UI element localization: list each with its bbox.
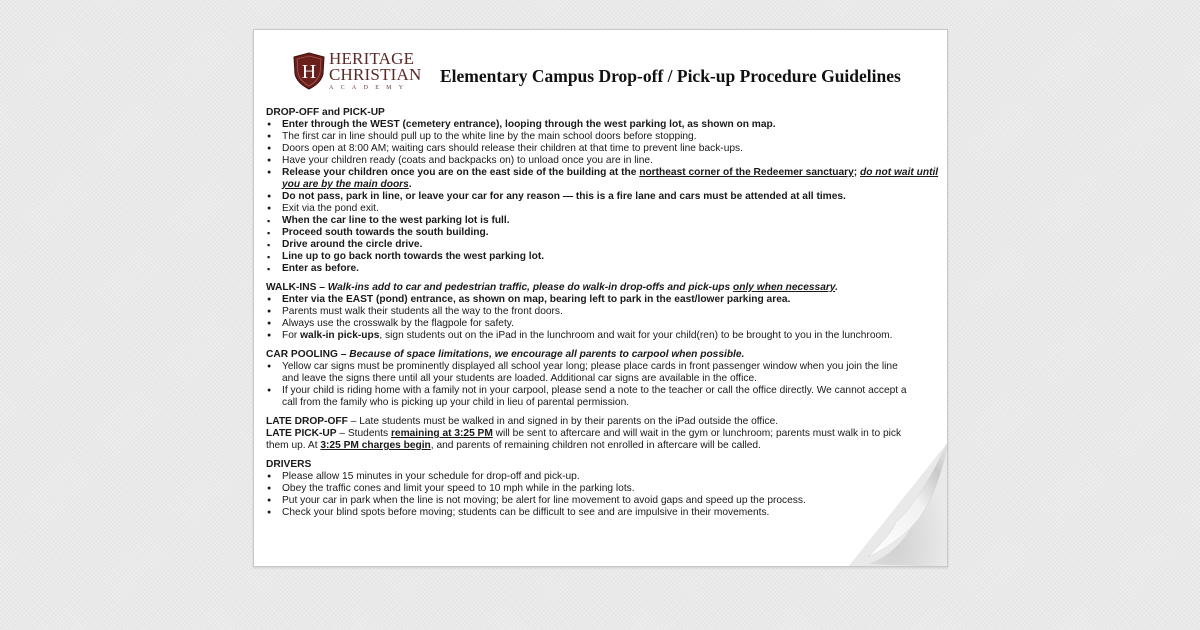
list-item: ● Exit via the pond exit. [266, 203, 942, 215]
logo-line-1: HERITAGE [329, 49, 415, 68]
sub-list-item: ▪ Proceed south towards the south building. [266, 227, 942, 239]
list-item: ● Obey the traffic cones and limit your speed to 10 mph while in the parking lots. [266, 483, 942, 495]
logo-line-3: ACADEMY [329, 85, 411, 91]
list-item [266, 167, 942, 191]
text-run: . [408, 179, 412, 190]
section-heading [266, 349, 942, 361]
heading-intro: Because of space limitations, we encourage all parents to carpool when possible. [349, 349, 745, 360]
underlined-text: only when necessary [733, 282, 836, 293]
sub-list-item: ▪ Enter as before. [266, 263, 942, 275]
section-heading: DRIVERS [266, 459, 312, 470]
text-run: will be sent to aftercare and will wait in the gym or lunchroom; parents must walk in to pick [492, 428, 902, 439]
list-item: ● Please allow 15 minutes in your schedule for drop-off and pick-up. [266, 471, 942, 483]
section-car-pooling [266, 349, 942, 409]
text-run: , and parents of remaining children not enrolled in aftercare will be called. [430, 440, 761, 451]
document-body [266, 107, 942, 526]
list-item: ● Put your car in park when the line is not moving; be alert for line movement to avoid gaps and speed up the process. [266, 495, 942, 507]
text-run: ; [853, 167, 861, 178]
document-page [253, 29, 948, 567]
text-run: – Late students must be walked in and signed in by their parents on the iPad outside the office. [347, 416, 779, 427]
text-run: . [835, 282, 838, 293]
sub-list-item: ▪ When the car line to the west parking lot is full. [266, 215, 942, 227]
section-heading [266, 282, 942, 294]
school-logo [292, 50, 421, 91]
text-line: and leave the signs there until all your students are loaded. Additional car signs are available in the office. [282, 373, 757, 384]
text-line: ● If your child is riding home with a family not in your carpool, please send a note to the teacher or call the office directly. We cannot accept a [282, 385, 907, 396]
list-item: ● Have your children ready (coats and backpacks on) to unload once you are in line. [266, 155, 942, 167]
text-run: them up. At [266, 440, 321, 451]
section-walk-ins [266, 282, 942, 342]
late-pickup-label: LATE PICK-UP [266, 428, 337, 439]
text-run: – Students [336, 428, 391, 439]
late-dropoff-label: LATE DROP-OFF [266, 416, 348, 427]
list-item: ● Always use the crosswalk by the flagpole for safety. [266, 318, 942, 330]
list-item: ● Do not pass, park in line, or leave your car for any reason — this is a fire lane and cars must be attended at all times. [266, 191, 942, 203]
document-title: Elementary Campus Drop-off / Pick-up Procedure Guidelines [440, 66, 901, 86]
text-line: ● Yellow car signs must be prominently displayed all school year long; please place cards in front passenger window when you join the line [282, 361, 898, 372]
list-item: ● Parents must walk their students all the way to the front doors. [266, 306, 942, 318]
heading-intro: Walk-ins add to car and pedestrian traffic, please do walk-in drop-offs and pick-ups [327, 282, 734, 293]
heading-label: WALK-INS – [266, 282, 328, 293]
section-late [266, 416, 942, 452]
heading-label: CAR POOLING – [266, 349, 350, 360]
list-item [266, 385, 942, 409]
text-run: For [282, 330, 301, 341]
underlined-text: 3:25 PM charges begin [320, 440, 431, 451]
list-item [266, 361, 942, 385]
list-item: ● Enter through the WEST (cemetery entrance), looping through the west parking lot, as shown on map. [266, 119, 942, 131]
text-run: , sign students out on the iPad in the lunchroom and wait for your child(ren) to be brought to you in the lunchroom. [379, 330, 893, 341]
list-item: ● Check your blind spots before moving; students can be difficult to see and are impulsive in their movements. [266, 507, 942, 519]
section-dropoff-pickup [266, 107, 942, 275]
svg-text:H: H [301, 60, 317, 83]
shield-icon [292, 52, 326, 90]
section-heading: DROP-OFF and PICK-UP [266, 107, 385, 118]
underlined-text: remaining at 3:25 PM [390, 428, 493, 439]
sub-list-item: ▪ Drive around the circle drive. [266, 239, 942, 251]
list-item: ● Doors open at 8:00 AM; waiting cars should release their children at that time to prevent line back-ups. [266, 143, 942, 155]
section-drivers [266, 459, 942, 519]
header [292, 50, 421, 91]
underlined-text: northeast corner of the Redeemer sanctuary [639, 167, 854, 178]
sub-list-item: ▪ Line up to go back north towards the west parking lot. [266, 251, 942, 263]
emphasis-text: do not wait until you are by the main doors [282, 167, 939, 190]
list-item [266, 330, 942, 342]
text-run: Release your children once you are on the east side of the building at the [282, 167, 640, 178]
late-dropoff [266, 416, 942, 428]
list-item: ● The first car in line should pull up to the white line by the main school doors before stopping. [266, 131, 942, 143]
bold-text: walk-in pick-ups [300, 330, 380, 341]
list-item: ● Enter via the EAST (pond) entrance, as shown on map, bearing left to park in the east/lower parking area. [266, 294, 942, 306]
text-line: call from the family who is picking up your child in lieu of parental permission. [282, 397, 630, 408]
page-curl-icon [848, 442, 948, 567]
logo-line-2: CHRISTIAN [329, 65, 422, 84]
late-pickup [266, 428, 942, 452]
